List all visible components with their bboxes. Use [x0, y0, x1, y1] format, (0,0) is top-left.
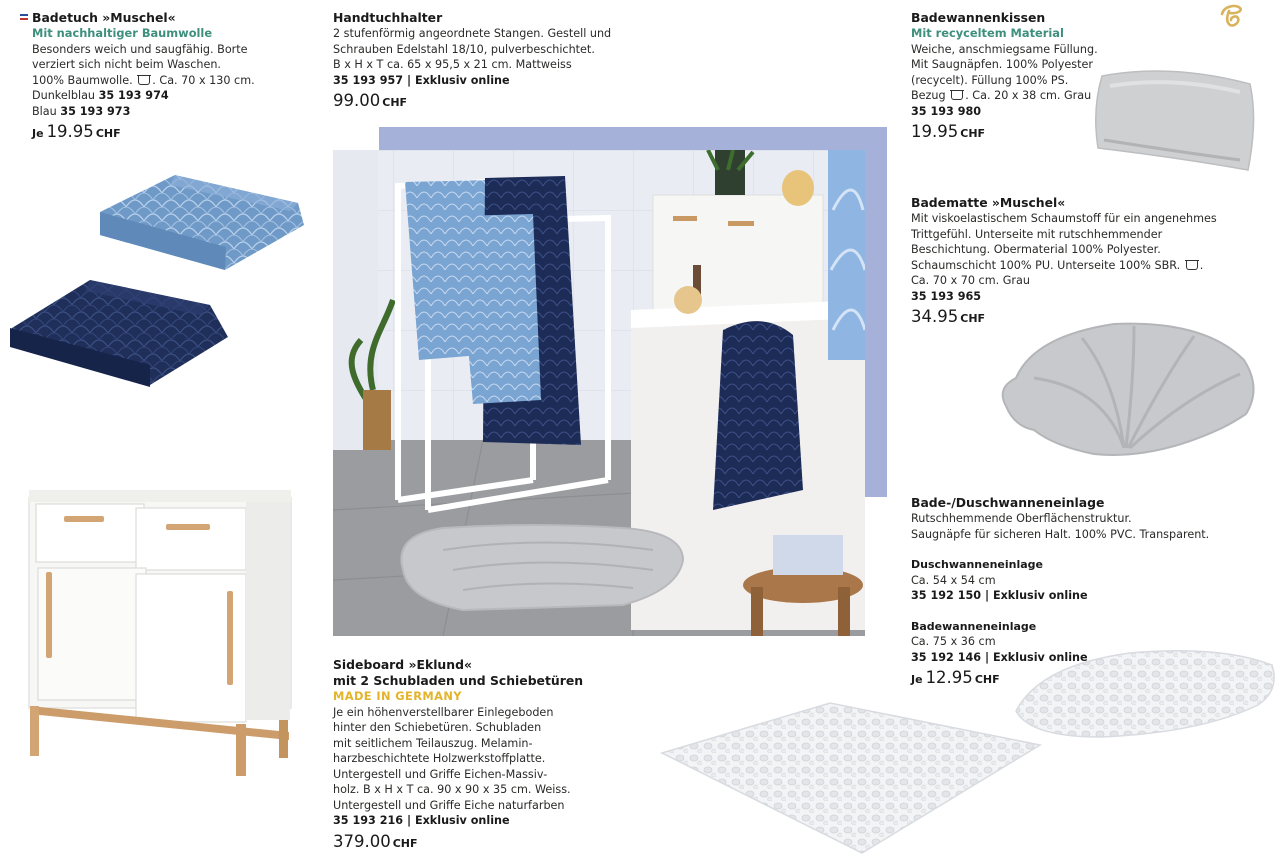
- einlage-v1-size: Ca. 54 x 54 cm: [911, 573, 996, 587]
- badewannenkissen-subtitle: Mit recyceltem Material: [911, 26, 1064, 40]
- tchibo-logo-icon: [1216, 2, 1248, 28]
- badewannenkissen-title: Badewannenkissen: [911, 10, 1046, 25]
- handtuchhalter-art: 35 193 957 | Exklusiv online: [333, 73, 510, 87]
- handtuchhalter-title: Handtuchhalter: [333, 10, 443, 25]
- wash-care-icon: [951, 90, 963, 100]
- badematte-title: Badematte »Muschel«: [911, 195, 1066, 210]
- badematte-desc-3: Beschichtung. Obermaterial 100% Polyester.: [911, 243, 1161, 256]
- wash-care-icon: [138, 75, 150, 85]
- sideboard-desc-4: harzbeschichtete Holzwerkstoffplatte.: [333, 752, 546, 765]
- badetuch-info: [20, 10, 300, 144]
- badematte-desc-4a: Schaumschicht 100% PU. Unterseite 100% SBR.: [911, 258, 1181, 272]
- badetuch-art-1: 35 193 974: [98, 89, 169, 102]
- badetuch-price: Je 19.95 CHF: [32, 122, 121, 141]
- badewannenkissen-price: 19.95 CHF: [911, 122, 986, 141]
- badetuch-title: Badetuch »Muschel«: [32, 10, 176, 25]
- einlage-v2-title: Badewanneneinlage: [911, 619, 1037, 633]
- badetuch-desc-1: Besonders weich und saugfähig. Borte: [32, 42, 248, 56]
- sideboard-desc-2: hinter den Schiebetüren. Schubladen: [333, 721, 542, 734]
- badematte-info: [911, 195, 1241, 329]
- handtuchhalter-desc-1: 2 stufenförmig angeordnete Stangen. Gestell und: [333, 27, 612, 40]
- badematte-art: 35 193 965: [911, 289, 982, 303]
- sideboard-desc-5: Untergestell und Griffe Eichen-Massiv-: [333, 767, 548, 781]
- badewannenkissen-info: [911, 10, 1101, 144]
- sideboard-title-1: Sideboard »Eklund«: [333, 657, 472, 672]
- einlage-title: Bade-/Duschwanneneinlage: [911, 495, 1105, 510]
- swiss-flag-icon: [20, 14, 28, 20]
- einlage-v2-art: 35 192 146 | Exklusiv online: [911, 650, 1088, 664]
- einlage-v2-size: Ca. 75 x 36 cm: [911, 635, 996, 648]
- badetuch-color-2: Blau: [32, 104, 57, 118]
- shower-insert: [662, 703, 1040, 853]
- shell-bath-mat-image: [994, 318, 1260, 463]
- sideboard-info: [333, 657, 633, 854]
- badematte-desc-4b: .: [1199, 258, 1204, 272]
- badetuch-art-2: 35 193 973: [60, 104, 131, 118]
- einlage-v1-art: 35 192 150 | Exklusiv online: [911, 589, 1088, 602]
- sideboard-price: 379.00 CHF: [333, 831, 418, 851]
- sideboard-subtitle: MADE IN GERMANY: [333, 689, 462, 703]
- handtuchhalter-info: [333, 10, 623, 113]
- badewannenkissen-desc-3: (recycelt). Füllung 100% PS.: [911, 73, 1069, 87]
- sideboard-desc-6: holz. B x H x T ca. 90 x 90 x 35 cm. Weiss.: [333, 783, 571, 796]
- badematte-desc-2: Trittgefühl. Unterseite mit rutschhemmender: [911, 227, 1163, 241]
- sideboard-desc-7: Untergestell und Griffe Eiche naturfarben: [333, 798, 565, 812]
- towel-dark-blue: [10, 280, 228, 387]
- sideboard-art: 35 193 216 | Exklusiv online: [333, 814, 510, 827]
- sideboard-desc-1: Je ein höhenverstellbarer Einlegeboden: [333, 705, 554, 719]
- bathtub-insert: [1016, 651, 1274, 737]
- towel-light-blue: [100, 175, 304, 270]
- sideboard-image: [24, 488, 299, 780]
- transparent-inserts-image: [660, 645, 1280, 855]
- handtuchhalter-price: 99.00 CHF: [333, 91, 408, 110]
- bath-pillow-image: [1090, 60, 1260, 185]
- badewannenkissen-desc-1: Weiche, anschmiegsame Füllung.: [911, 42, 1098, 56]
- handtuchhalter-desc-2: Schrauben Edelstahl 18/10, pulverbeschichtet.: [333, 42, 595, 56]
- badewannenkissen-desc-4a: Bezug: [911, 89, 946, 102]
- badetuch-desc-2: verziert sich nicht beim Waschen.: [32, 58, 221, 71]
- badetuch-desc-3a: 100% Baumwolle.: [32, 73, 133, 87]
- badetuch-desc-3b: . Ca. 70 x 130 cm.: [152, 73, 255, 87]
- badematte-price: 34.95 CHF: [911, 307, 986, 326]
- einlage-price: Je 12.95 CHF: [911, 668, 1000, 687]
- sideboard-desc-3: mit seitlichem Teilauszug. Melamin-: [333, 736, 533, 750]
- badewannenkissen-art: 35 193 980: [911, 104, 982, 118]
- wash-care-icon: [1186, 260, 1198, 270]
- badewannenkissen-desc-4b: . Ca. 20 x 38 cm. Grau: [965, 89, 1092, 102]
- badetuch-color-1: Dunkelblau: [32, 89, 96, 102]
- einlage-desc-1: Rutschhemmende Oberflächenstruktur.: [911, 512, 1132, 525]
- towels-image: [0, 165, 320, 395]
- badematte-desc-1: Mit viskoelastischem Schaumstoff für ein angenehmes: [911, 212, 1217, 225]
- handtuchhalter-desc-3: B x H x T ca. 65 x 95,5 x 21 cm. Mattweiss: [333, 58, 572, 71]
- badewannenkissen-desc-2: Mit Saugnäpfen. 100% Polyester: [911, 58, 1093, 71]
- bathroom-scene-image: [333, 150, 865, 636]
- badetuch-subtitle: Mit nachhaltiger Baumwolle: [32, 26, 213, 40]
- einlage-desc-2: Saugnäpfe für sicheren Halt. 100% PVC. Transparent.: [911, 527, 1210, 541]
- einlage-v1-title: Duschwanneneinlage: [911, 558, 1043, 571]
- sideboard-title-2: mit 2 Schubladen und Schiebetüren: [333, 673, 584, 688]
- badematte-desc-5: Ca. 70 x 70 cm. Grau: [911, 274, 1030, 287]
